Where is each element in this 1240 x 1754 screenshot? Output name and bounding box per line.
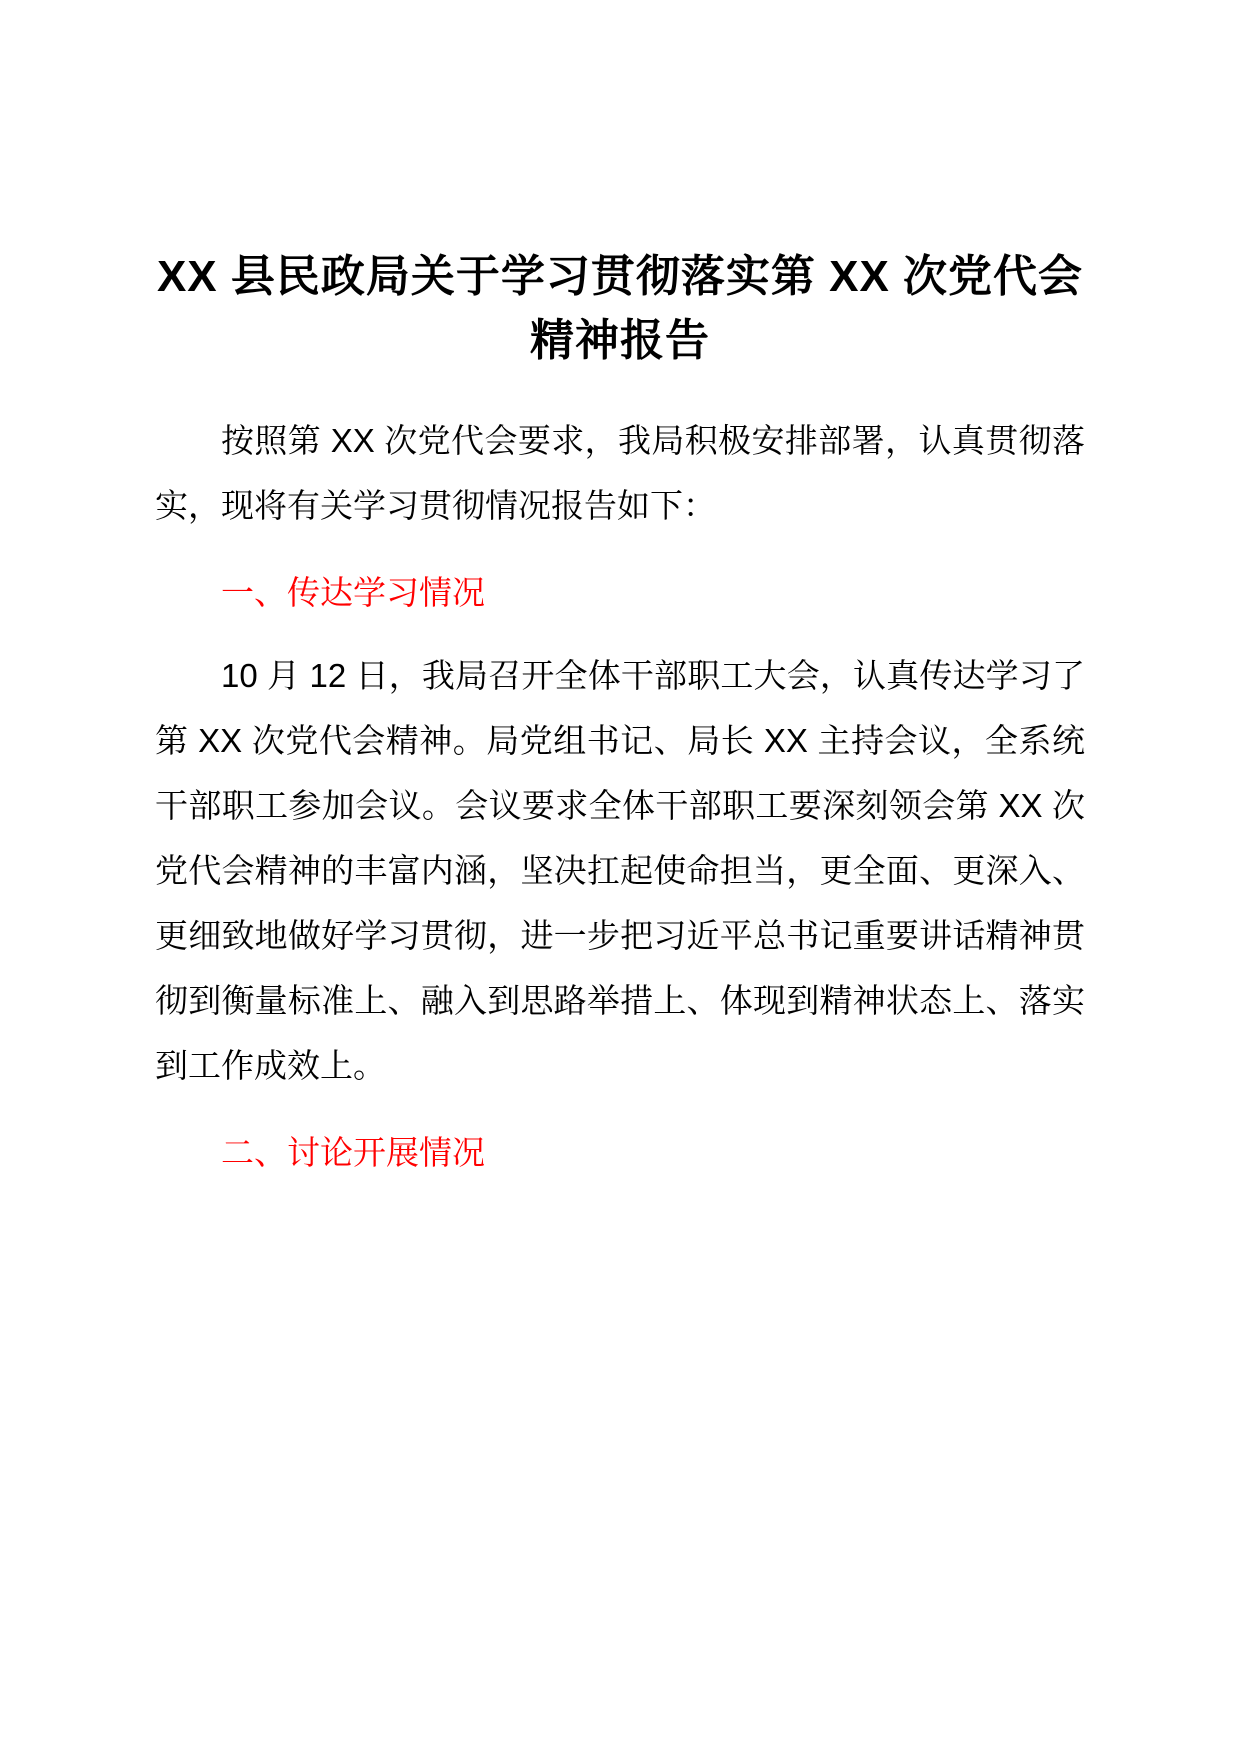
intro-paragraph: 按照第 XX 次党代会要求，我局积极安排部署，认真贯彻落实，现将有关学习贯彻情况报告如下：	[155, 422, 1085, 524]
section-1-body-paragraph: 10 月 12 日，我局召开全体干部职工大会，认真传达学习了第 XX 次党代会精神。局党组书记、局长 XX 主持会议，全系统干部职工参加会议。会议要求全体干部职工要深刻领会第 XX 次党代会精神的丰富内涵，坚决扛起使命担当，更全面、更深入、更细致地做好学习贯彻，进一步把习近平总书记重要讲话精神贯彻到衡量标准上、融入到思路举措上、体现到精神状态上、落实到工作成效上。	[155, 657, 1085, 1084]
document-title: XX 县民政局关于学习贯彻落实第 XX 次党代会精神报告	[156, 252, 1084, 365]
section-heading-2: 二、讨论开展情况	[221, 1134, 485, 1171]
section-heading-1: 一、传达学习情况	[221, 574, 485, 611]
